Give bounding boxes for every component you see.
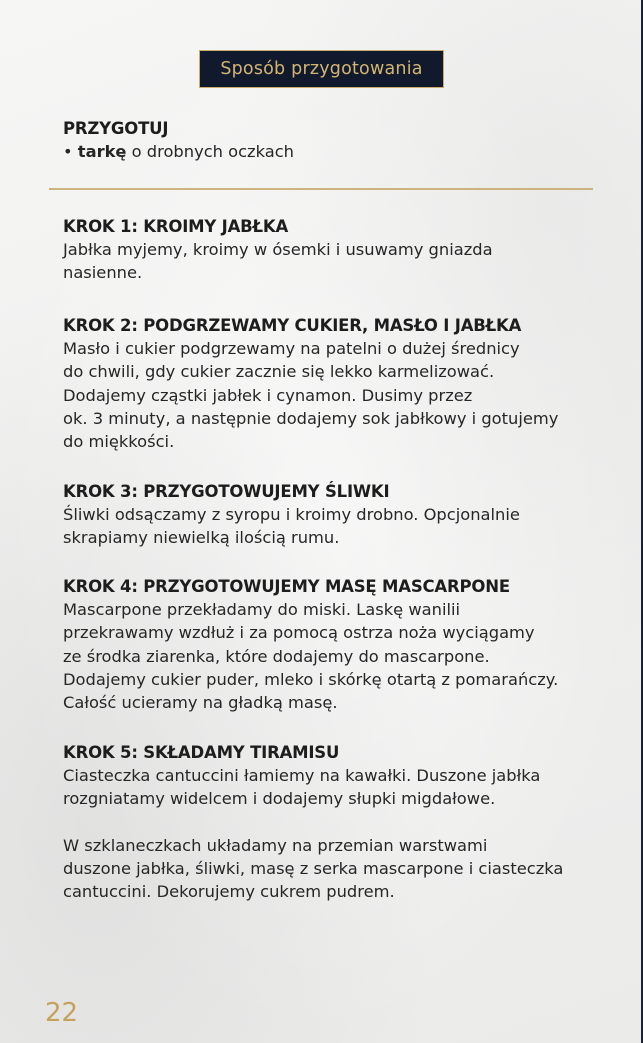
step-text-line: Ciasteczka cantuccini łamiemy na kawałki. Duszone jabłka (63, 766, 541, 785)
step-heading: KROK 4: PRZYGOTOWUJEMY MASĘ MASCARPONE (63, 577, 510, 596)
step-text-line: Mascarpone przekładamy do miski. Laskę wanilii (63, 600, 461, 619)
paragraph-spacer (63, 811, 563, 834)
page-number: 22 (45, 998, 79, 1028)
step-text-line: skrapiamy niewielką ilością rumu. (63, 528, 340, 548)
step-text-line: Śliwki odsączamy z syropu i kroimy drobno. Opcjonalnie (63, 505, 520, 524)
step-2 (63, 314, 558, 453)
step-4 (63, 575, 558, 714)
step-5 (63, 741, 563, 903)
step-text-line: do chwili, gdy cukier zacznie się lekko karmelizować. (63, 362, 495, 382)
step-text-line: Masło i cukier podgrzewamy na patelni o dużej średnicy (63, 339, 520, 358)
step-text-line: rozgniatamy widelcem i dodajemy słupki migdałowe. (63, 789, 496, 809)
prepare-item (63, 140, 294, 163)
step-text-line: W szklaneczkach układamy na przemian warstwami (63, 835, 488, 855)
step-heading: KROK 1: KROIMY JABŁKA (63, 217, 289, 236)
step-heading: KROK 5: SKŁADAMY TIRAMISU (63, 743, 340, 762)
step-heading: KROK 3: PRZYGOTOWUJEMY ŚLIWKI (63, 482, 390, 501)
step-1 (63, 215, 493, 285)
prepare-section (63, 117, 294, 163)
step-text-line: Dodajemy cząstki jabłek i cynamon. Dusimy przez (63, 385, 473, 405)
step-text-line: cantuccini. Dekorujemy cukrem pudrem. (63, 882, 395, 902)
prepare-item-bold: tarkę (77, 142, 127, 161)
step-text-line: przekrawamy wzdłuż i za pomocą ostrza noża wyciągamy (63, 623, 535, 643)
prepare-heading: PRZYGOTUJ (63, 119, 169, 138)
section-title-box (199, 50, 444, 88)
gold-divider (49, 188, 593, 190)
step-text-line: ze środka ziarenka, które dodajemy do mascarpone. (63, 646, 490, 666)
step-heading: KROK 2: PODGRZEWAMY CUKIER, MASŁO I JABŁKA (63, 316, 522, 335)
step-text-line: Dodajemy cukier puder, mleko i skórkę otartą z pomarańczy. (63, 669, 559, 689)
step-text-line: Jabłka myjemy, kroimy w ósemki i usuwamy gniazda (63, 240, 493, 259)
step-3 (63, 480, 520, 550)
prepare-item-rest: o drobnych oczkach (126, 142, 294, 161)
step-text-line: duszone jabłka, śliwki, masę z serka mascarpone i ciasteczka (63, 858, 564, 878)
bullet-icon: • (63, 142, 73, 161)
step-text-line: do miękkości. (63, 432, 175, 452)
section-title: Sposób przygotowania (220, 59, 423, 79)
step-text-line: nasienne. (63, 263, 143, 283)
step-text-line: Całość ucieramy na gładką masę. (63, 693, 338, 713)
step-text-line: ok. 3 minuty, a następnie dodajemy sok jabłkowy i gotujemy (63, 408, 559, 428)
